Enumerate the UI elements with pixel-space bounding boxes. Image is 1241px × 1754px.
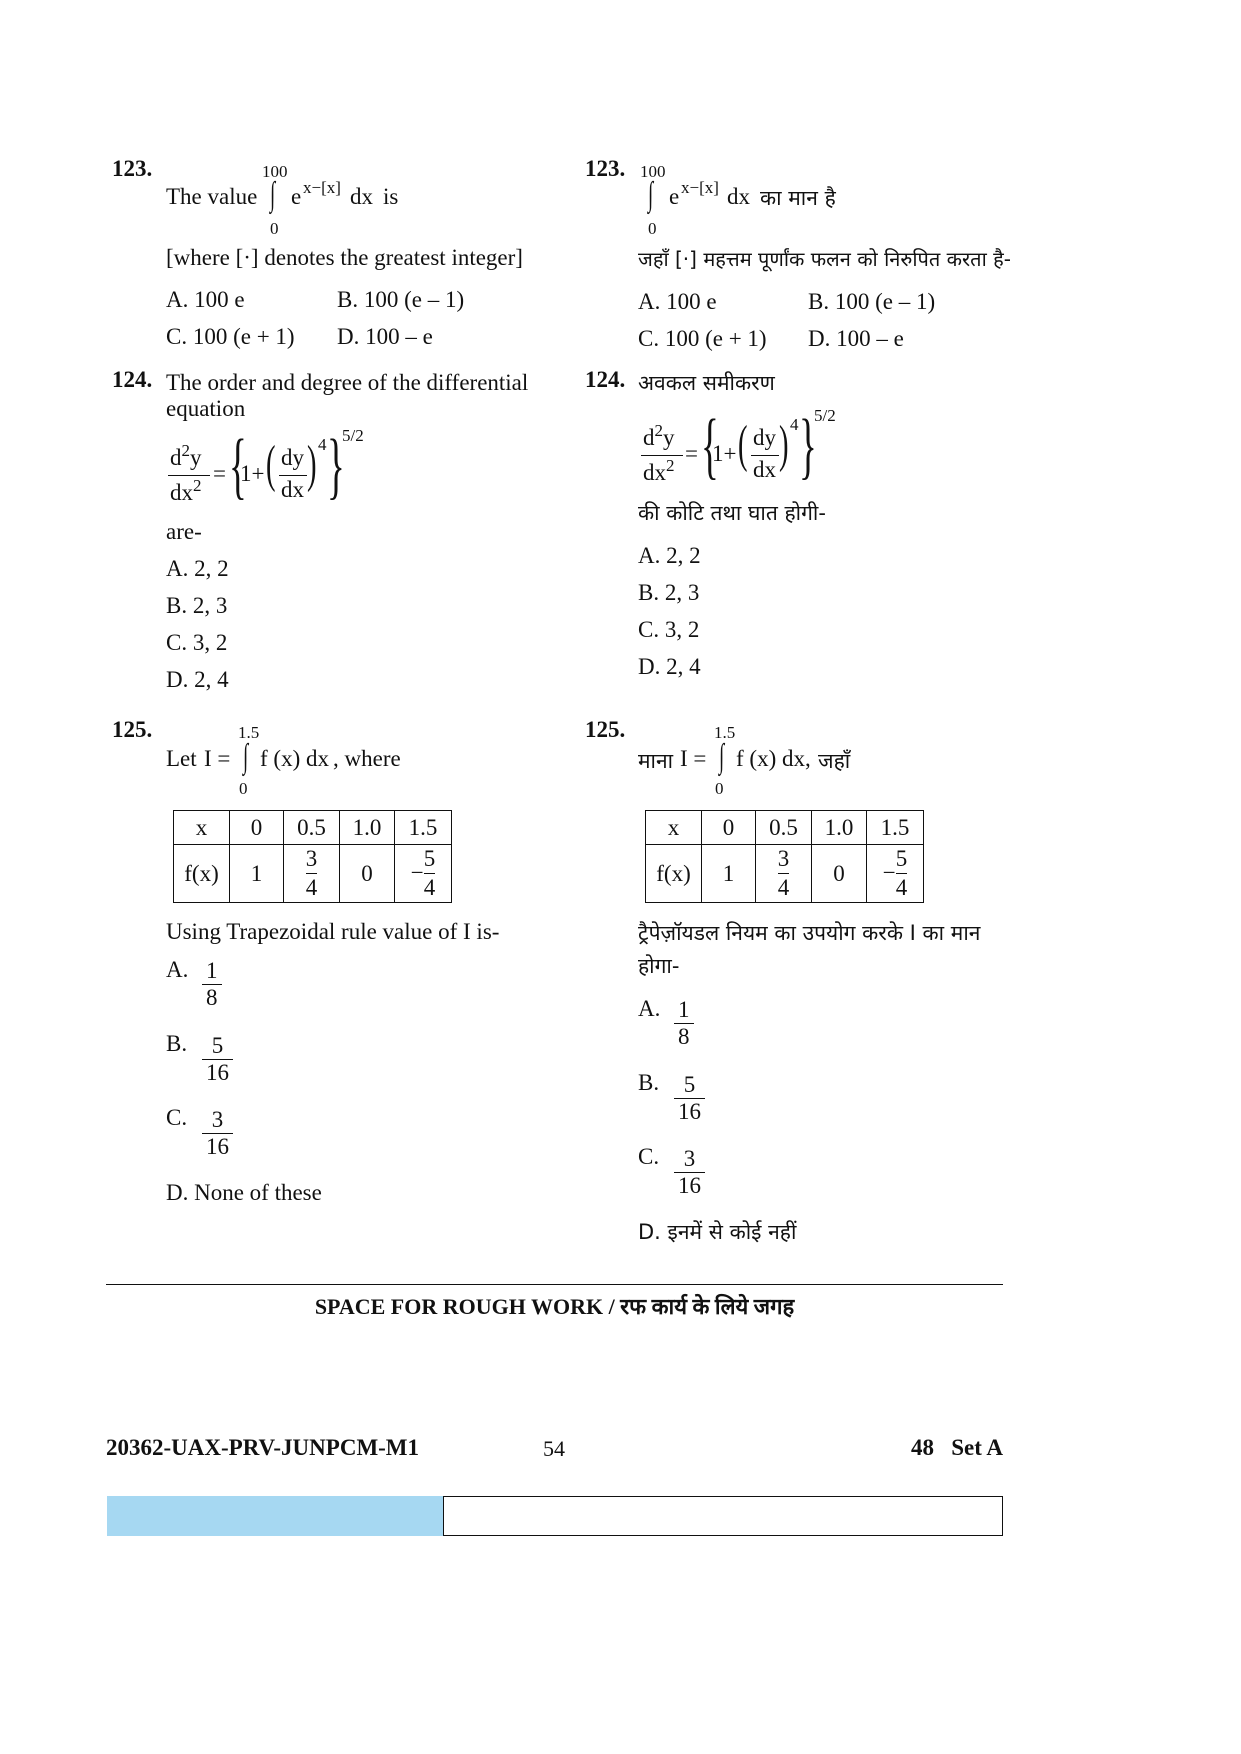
lhs-fraction-bar	[641, 455, 683, 456]
q123-upper-limit: 100	[262, 162, 288, 181]
q123-suffix: is	[383, 184, 399, 209]
table-cell: − $\frac{5}{4}$	[867, 845, 924, 903]
table-header-cell: f(x)	[646, 845, 702, 903]
q123-suffix: का मान है	[760, 186, 836, 210]
option-d[interactable]: D. 2, 4	[166, 667, 229, 692]
option-d[interactable]: D. 100 – e	[808, 326, 904, 351]
left-paren: (	[266, 436, 276, 493]
option-d[interactable]: D. इनमें से कोई नहीं	[638, 1220, 797, 1244]
inner-fraction-bar	[279, 475, 307, 476]
q123-upper-limit: 100	[640, 162, 666, 181]
q125-upper-limit: 1.5	[238, 723, 260, 742]
option-c-label[interactable]: C.	[638, 1144, 660, 1169]
table-cell: 0	[340, 845, 395, 903]
option-a[interactable]: A. 100 e	[638, 289, 717, 314]
table-cell: 0	[702, 811, 756, 845]
q125-lower-limit: 0	[715, 779, 724, 798]
inner-denominator: dx	[753, 457, 776, 482]
right-paren: )	[779, 416, 789, 473]
equals-sign: =	[685, 441, 698, 466]
q124-text-line2: equation	[166, 396, 246, 421]
q125-fx: f (x) dx,	[736, 746, 811, 771]
q123-exponent: x−[x]	[303, 178, 341, 197]
question-number-123: 123.	[112, 156, 153, 181]
lhs-denominator: $dx^2$	[170, 476, 202, 505]
q125-after: Using Trapezoidal rule value of I is-	[166, 919, 500, 944]
q123-note: जहाँ [·] महत्तम पूर्णांक फलन को निरुपित करता है-	[638, 247, 1011, 271]
q125-after-line1: ट्रैपेज़ॉयडल नियम का उपयोग करके I का मान	[638, 921, 981, 945]
table-cell: 1.5	[395, 811, 452, 845]
table-row	[174, 811, 452, 845]
integral-symbol: ∫	[648, 176, 654, 213]
table-cell: 1.0	[812, 811, 867, 845]
question-number-125: 125.	[112, 717, 153, 742]
q125-prefix: माना	[638, 749, 674, 773]
q125-suffix: , where	[333, 746, 401, 771]
option-b[interactable]: B. 100 (e – 1)	[337, 287, 465, 312]
option-a[interactable]: A. 2, 2	[638, 543, 701, 568]
q123-note: [where [·] denotes the greatest integer]	[166, 245, 523, 270]
option-b[interactable]: B. 2, 3	[166, 593, 228, 618]
table-header-cell: x	[174, 811, 230, 845]
table-cell: − $\frac{5}{4}$	[395, 845, 452, 903]
option-a-label[interactable]: A.	[166, 957, 189, 982]
lhs-numerator: $d^2y$	[170, 441, 202, 470]
inner-exponent: 4	[790, 415, 799, 434]
q123-base: e	[291, 184, 302, 209]
option-d[interactable]: D. 2, 4	[638, 654, 701, 679]
option-a[interactable]: $\frac{1}{8}$	[674, 997, 694, 1050]
q123-dx: dx	[727, 184, 750, 209]
option-d[interactable]: D. 100 – e	[337, 324, 433, 349]
q125-fx: f (x) dx	[260, 746, 329, 771]
q125-suffix: जहाँ	[818, 749, 851, 773]
option-c[interactable]: $\frac{3}{16}$	[202, 1107, 233, 1160]
footer-color-bar	[107, 1496, 443, 1536]
option-a[interactable]: A. 2, 2	[166, 556, 229, 581]
option-d[interactable]: D. None of these	[166, 1180, 322, 1205]
q124-text-line1: The order and degree of the differential	[166, 370, 529, 395]
left-brace: {	[229, 425, 247, 507]
q123-lower-limit: 0	[270, 219, 279, 238]
integral-symbol: ∫	[270, 176, 276, 213]
q125-lower-limit: 0	[239, 779, 248, 798]
option-b-label[interactable]: B.	[166, 1031, 188, 1056]
question-number-124: 124.	[585, 367, 626, 392]
option-b[interactable]: B. 100 (e – 1)	[808, 289, 936, 314]
integral-symbol: ∫	[243, 738, 249, 775]
table-cell: 1.0	[340, 811, 395, 845]
option-c[interactable]: C. 3, 2	[638, 617, 700, 642]
equals-sign: =	[213, 461, 226, 486]
option-c[interactable]: $\frac{3}{16}$	[674, 1146, 705, 1199]
q124-text-line1: अवकल समीकरण	[638, 371, 775, 395]
table-header-cell: f(x)	[174, 845, 230, 903]
left-brace: {	[701, 405, 719, 487]
table-header-cell: x	[646, 811, 702, 845]
option-a[interactable]: A. 100 e	[166, 287, 245, 312]
function-table	[645, 810, 924, 903]
table-cell: 1	[230, 845, 284, 903]
footer-box	[443, 1496, 1003, 1536]
inner-fraction-bar	[751, 455, 779, 456]
q125-after-line2: होगा-	[638, 954, 680, 978]
table-cell: $\frac{3}{4}$	[284, 845, 340, 903]
q123-lower-limit: 0	[648, 219, 657, 238]
q124-after: की कोटि तथा घात होगी-	[638, 501, 826, 525]
rough-work-label: SPACE FOR ROUGH WORK / रफ कार्य के लिये जगह	[314, 1294, 795, 1319]
right-brace: }	[799, 405, 817, 487]
function-table	[173, 810, 452, 903]
option-b-label[interactable]: B.	[638, 1070, 660, 1095]
lhs-numerator: $d^2y$	[643, 421, 675, 450]
lhs-denominator: $dx^2$	[643, 456, 675, 485]
table-row	[646, 811, 924, 845]
option-b[interactable]: B. 2, 3	[638, 580, 700, 605]
option-b[interactable]: $\frac{5}{16}$	[202, 1033, 233, 1086]
one-plus: 1+	[712, 441, 737, 466]
question-number-125: 125.	[585, 717, 626, 742]
option-c[interactable]: C. 100 (e + 1)	[638, 326, 767, 351]
table-cell: 1	[702, 845, 756, 903]
option-c[interactable]: C. 100 (e + 1)	[166, 324, 295, 349]
table-cell: 0	[230, 811, 284, 845]
integral-symbol: ∫	[719, 738, 725, 775]
inner-numerator: dy	[281, 445, 304, 470]
inner-numerator: dy	[753, 425, 776, 450]
q123-prefix: The value	[166, 184, 258, 209]
q123-dx: dx	[350, 184, 373, 209]
q124-after: are-	[166, 519, 202, 544]
inner-exponent: 4	[318, 435, 327, 454]
right-brace: }	[327, 425, 345, 507]
question-number-124: 124.	[112, 367, 153, 392]
table-row	[646, 845, 924, 903]
lhs-fraction-bar	[168, 475, 210, 476]
table-cell: 0.5	[756, 811, 812, 845]
right-paren: )	[307, 436, 317, 493]
inner-denominator: dx	[281, 477, 304, 502]
paper-code: 20362-UAX-PRV-JUNPCM-M1	[106, 1435, 420, 1460]
q125-prefix: Let	[166, 746, 197, 771]
q123-exponent: x−[x]	[681, 178, 719, 197]
left-paren: (	[738, 416, 748, 473]
set-label: 48 Set A	[911, 1435, 1003, 1460]
table-row	[174, 845, 452, 903]
option-c[interactable]: C. 3, 2	[166, 630, 228, 655]
q125-I: I =	[204, 746, 231, 771]
question-number-123: 123.	[585, 156, 626, 181]
q123-base: e	[669, 184, 680, 209]
rough-work-divider	[106, 1284, 1003, 1285]
option-a[interactable]: $\frac{1}{8}$	[202, 958, 222, 1011]
q125-upper-limit: 1.5	[714, 723, 736, 742]
table-cell: 0.5	[284, 811, 340, 845]
table-cell: 1.5	[867, 811, 924, 845]
option-c-label[interactable]: C.	[166, 1105, 188, 1130]
option-a-label[interactable]: A.	[638, 996, 661, 1021]
option-b[interactable]: $\frac{5}{16}$	[674, 1072, 705, 1125]
table-cell: 0	[812, 845, 867, 903]
outer-exponent: 5/2	[342, 426, 364, 445]
one-plus: 1+	[240, 461, 265, 486]
table-cell: $\frac{3}{4}$	[756, 845, 812, 903]
outer-exponent: 5/2	[814, 406, 836, 425]
q125-I: I =	[680, 746, 707, 771]
page-number: 54	[543, 1436, 565, 1461]
